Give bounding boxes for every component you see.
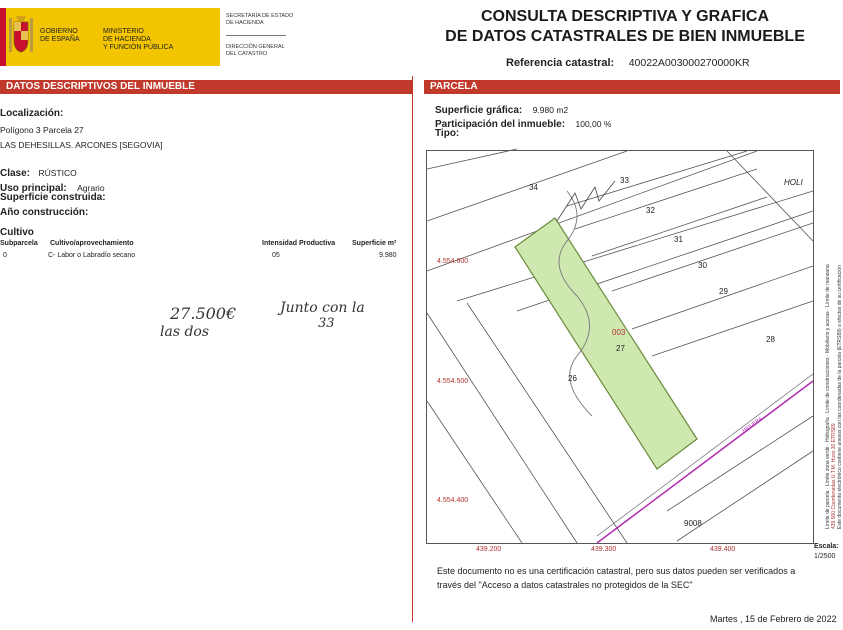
table-cell-subparcela: 0 [3,252,7,259]
parcel-34: 34 [529,183,538,192]
parcel-30: 30 [698,261,707,270]
ref-value: 40022A003000270000KR [628,57,750,69]
secretaria-label: SECRETARÍA DE ESTADO DE HACIENDA [226,13,294,26]
uso-label: Uso principal: [0,183,67,194]
map-labels [426,150,812,542]
direccion-label: DIRECCIÓN GENERAL DEL CATASTRO [226,44,285,57]
tipo-label: Tipo: [435,128,460,139]
legend-item-3: Hidrografía [825,417,831,442]
left-panel [0,76,413,622]
cadastral-reference [506,53,750,71]
legend-item-5: Mobiliario y aceras [825,311,831,354]
legend-item-1: Límite de parcela [825,490,831,529]
government-logo-stripe [0,8,6,66]
legend-text: Límite de parcela · Límite zona verde · Hidrografía · Límite de construcciones · Mobiliario y aceras · Límite de manzana 439.500 Coordenadas U.T.M. Huso 30 ETRS89 Este documento electrónico contiene anexos con las coordenadas de la parcela (ETRS89) a efectos de su certificación [825,149,843,529]
handwritten-note-2: Junto con la [280,300,365,316]
table-header-superficie: Superficie m² [352,240,397,247]
parcel-26: 26 [568,374,577,383]
x-coord-2: 439.300 [591,546,617,553]
y-coord-3: 4.554.400 [437,497,469,504]
clase-value: RÚSTICO [38,168,77,178]
handwritten-price: 27.500€ [170,304,237,323]
localizacion-line2: LAS DEHESILLAS. ARCONES [SEGOVIA] [0,140,163,150]
superficie-grafica-value: 9.980 m2 [532,105,569,115]
y-coord-2: 4.554.500 [437,378,469,385]
table-header-subparcela: Subparcela [0,240,38,247]
legend-item-4: Límite de construcciones [825,357,831,413]
handwritten-note-1: las dos [160,324,210,340]
holi-label: HOLI [784,178,803,187]
header-divider [226,35,286,36]
parcel-33: 33 [620,176,629,185]
participacion-row [435,114,611,132]
parcel-28: 28 [766,335,775,344]
scale-label: Escala: [814,543,839,550]
handwritten-note-3: 33 [318,316,335,331]
x-coord-1: 439.200 [476,546,502,553]
clase-label: Clase: [0,168,31,179]
section-title-parcela: PARCELA [424,80,840,94]
table-header-intensidad: Intensidad Productiva [262,240,336,247]
parcel-27: 27 [616,344,625,353]
gov-name: GOBIERNO DE ESPAÑA [40,28,80,43]
road-label: HIGUERA [741,416,764,434]
parcel-32: 32 [646,206,655,215]
superficie-grafica-label: Superficie gráfica: [435,105,523,116]
ministry-name: MINISTERIO DE HACIENDA Y FUNCIÓN PÚBLICA [103,28,174,51]
coords-note: 439.500 Coordenadas U.T.M. Huso 30 ETRS89 [831,423,837,529]
anio-construccion-label: Año construcción: [0,207,89,218]
y-coord-1: 4.554.600 [437,258,469,265]
table-cell-superficie: 9.980 [379,252,397,259]
participacion-value: 100,00 % [575,119,612,129]
parcel-31: 31 [674,235,683,244]
footer-note-line2: través del "Acceso a datos catastrales no protegidos de la SEC" [437,580,693,590]
verify-note: Este documento electrónico contiene anexos con las coordenadas de la parcela (ETRS89) a efectos de su certificación [837,265,843,529]
table-cell-cultivo: C- Labor o Labradío secano [48,252,136,259]
parcel-003: 003 [612,328,626,337]
localizacion-label: Localización: [0,108,64,119]
legend-item-2: Límite zona verde [825,446,831,487]
participacion-label: Participación del inmueble: [435,119,566,130]
parcel-29: 29 [719,287,728,296]
uso-value: Agrario [77,183,105,193]
coat-of-arms-icon [8,14,34,58]
ref-label: Referencia catastral: [506,57,615,69]
footer-note-line1: Este documento no es una certificación catastral, pero sus datos pueden ser verificados a [437,566,796,576]
section-title-descriptive: DATOS DESCRIPTIVOS DEL INMUEBLE [0,80,412,94]
cultivo-title: Cultivo [0,227,34,238]
document-date: Martes , 15 de Febrero de 2022 [710,614,837,624]
page-title: CONSULTA DESCRIPTIVA Y GRAFICA DE DATOS CATASTRALES DE BIEN INMUEBLE [445,8,805,45]
footer-note [437,564,833,592]
map-legend [814,150,843,530]
table-header-cultivo: Cultivo/aprovechamiento [50,240,134,247]
superficie-construida-label: Superficie construida: [0,192,106,203]
scale-value: 1/2500 [814,553,836,560]
parcel-9008: 9008 [684,519,702,528]
x-coord-3: 439.400 [710,546,736,553]
localizacion-line1: Polígono 3 Parcela 27 [0,125,84,135]
table-cell-intensidad: 05 [272,252,280,259]
legend-item-6: Límite de manzana [825,264,831,307]
